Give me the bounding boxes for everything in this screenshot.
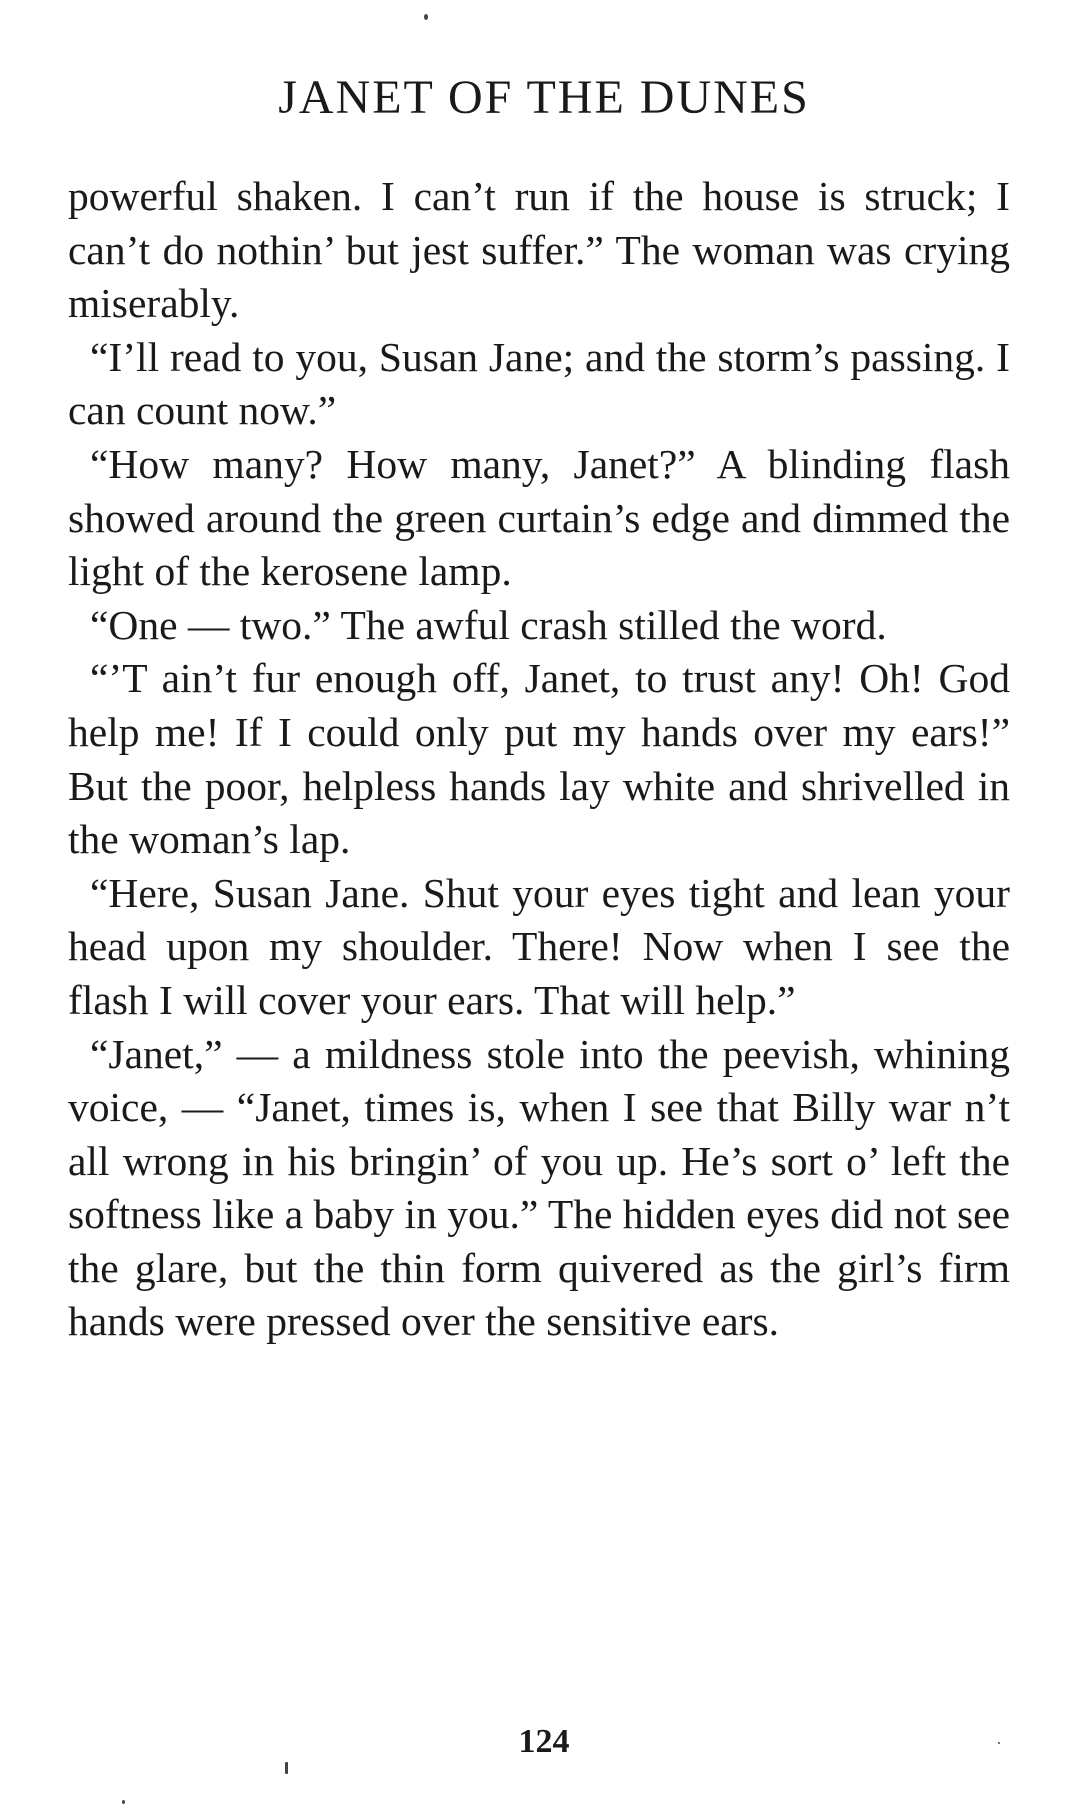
scan-speck — [424, 14, 428, 20]
paragraph: powerful shaken. I can’t run if the house is struck; I can’t do nothin’ but jest suffer.” The woman was crying miserably. — [68, 173, 1010, 327]
paragraph: “One — two.” The awful crash stilled the word. — [90, 601, 887, 648]
scan-speck — [285, 1762, 288, 1774]
paragraph: “’T ain’t fur enough off, Janet, to trust any! Oh! God help me! If I could only put my hands over my ears!” But the poor, helpless hands lay white and shrivelled in the woman’s lap. — [68, 655, 1010, 863]
paragraph: “How many? How many, Janet?” A blinding flash showed around the green curtain’s edge and dimmed the light of the kerosene lamp. — [68, 440, 1010, 595]
body-text — [68, 170, 1010, 1349]
paragraph: “I’ll read to you, Susan Jane; and the storm’s passing. I can count now.” — [68, 333, 1010, 434]
running-head: JANET OF THE DUNES — [278, 71, 810, 124]
paragraph: “Janet,” — a mildness stole into the peevish, whining voice, — “Janet, times is, when I see that Billy war n’t all wrong in his bringin’ of you up. He’s sort o’ left the softness like a baby in you.” The hidden eyes did not see the glare, but the thin form quivered as the girl’s firm hands were pressed over the sensitive ears. — [68, 1030, 1010, 1345]
scan-speck — [122, 1800, 125, 1804]
scan-speck — [998, 1742, 1000, 1744]
paragraph: “Here, Susan Jane. Shut your eyes tight and lean your head upon my shoulder. There! Now when I see the flash I will cover your ears. That will help.” — [68, 869, 1010, 1023]
page-number: 124 — [518, 1723, 570, 1760]
